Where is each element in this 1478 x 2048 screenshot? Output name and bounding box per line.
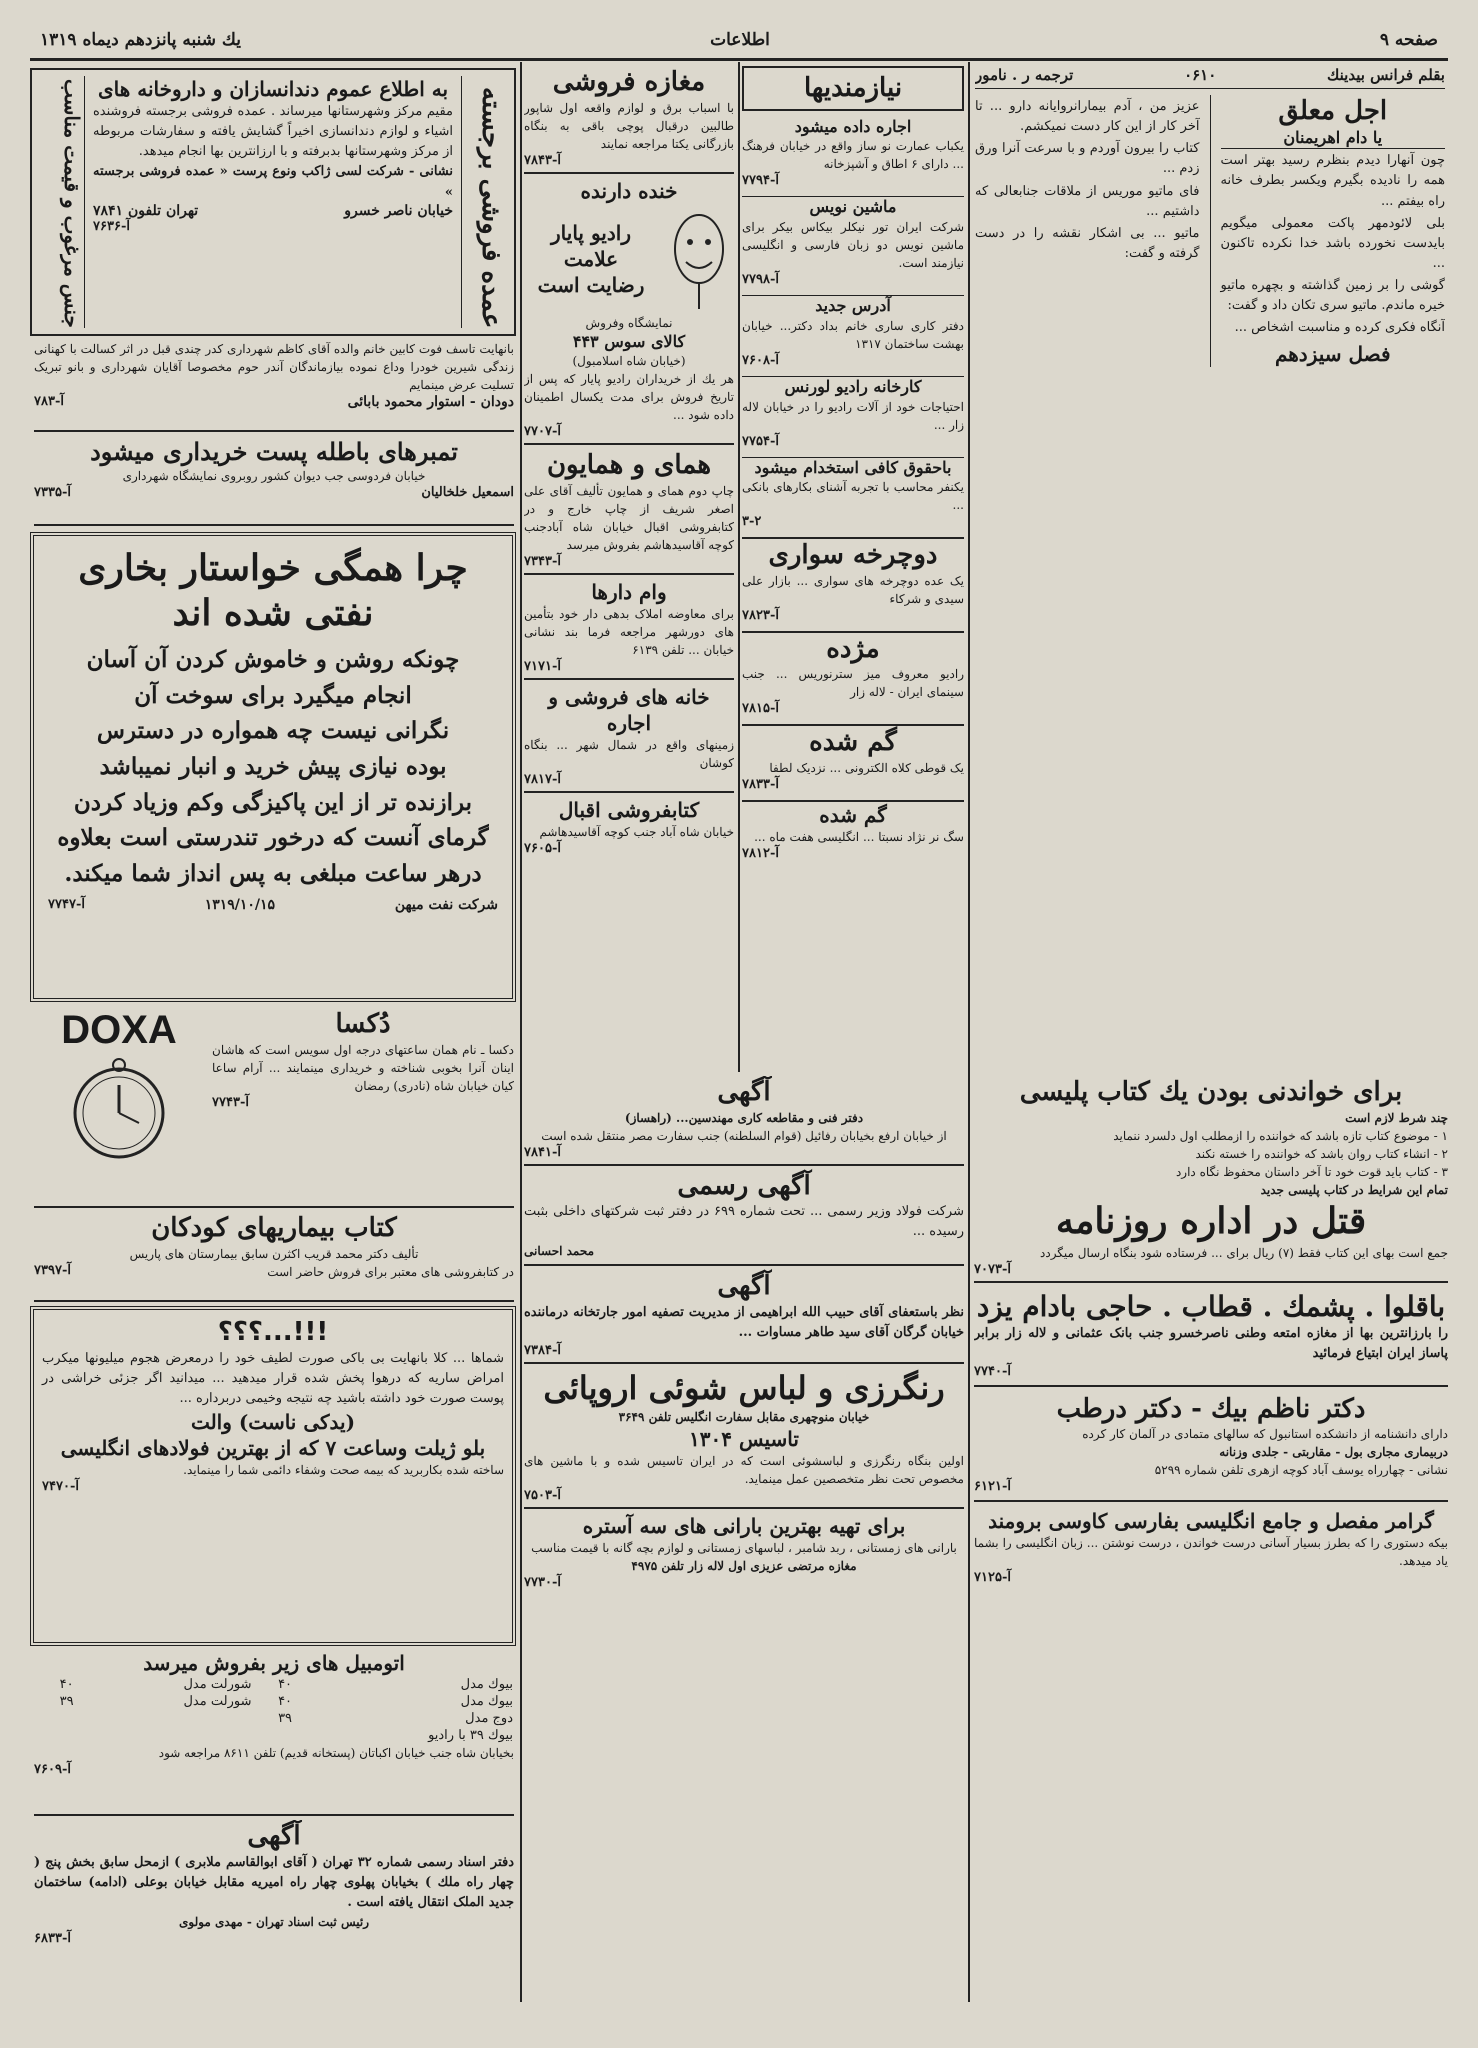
car-year: ۴۰ [59, 1677, 74, 1692]
heater-ad [30, 532, 516, 1002]
grammar-code: آ-۷۱۲۵ [974, 1570, 1011, 1586]
doxa-text: دکسا ـ نام همان ساعتهای درجه اول سویس است که هاشان اینان آنرا بخوبی شناخته و خریداری مینمایند ... آرام ساعا کیان خیابان شاه (نادری) رمضان [212, 1042, 514, 1093]
lost-dog-text: سگ نر نژاد نسبتا ... انگلیسی هفت ماه ... [754, 829, 964, 844]
police-book-title: برای خواندنی بودن یك کتاب پلیسی [1019, 1077, 1403, 1107]
bicycle-text: یک عده دوچرخه های سواری ... بازار علی سیدی و شرکاء [742, 573, 964, 606]
mojdeh-code: آ-۷۸۱۵ [742, 701, 779, 717]
dyeing-ad [524, 1364, 964, 1509]
col-rule-2 [738, 62, 740, 1072]
shop-title: مغازه فروشی [552, 67, 706, 97]
col-rule-5 [968, 1072, 970, 2002]
stamps-code: آ-۷۳۳۵ [34, 485, 71, 501]
doxa-code: آ-۷۷۴۳ [212, 1094, 249, 1110]
mojdeh-text: رادیو معروف میز سترنوریس ... جنب سینمای ایران - لاله زار [742, 667, 964, 700]
razor-brand1: بلو ژیلت وساعت ۷ که از بهترین فولادهای انگلیسی [60, 1435, 486, 1460]
radio-tagline: خنده دارنده [580, 178, 678, 203]
serial-col-right [1221, 95, 1446, 367]
cars-text: بخیابان شاه جنب خیابان اکباتان (پستخانه قدیم) تلفن ۸۶۱۱ مراجعه شود [158, 1746, 514, 1760]
lower-right-column [974, 1076, 1448, 2006]
serial-translator: ترجمه ر . نامور [975, 66, 1074, 84]
raincoat-code: آ-۷۷۳۰ [524, 1575, 561, 1591]
serial-paragraph: عزیز من ، آدم بیمارانروایانه دارو ... تا آخر کار از این کار دست نمیکشم. [975, 99, 1200, 135]
classified-item [742, 376, 964, 449]
raincoat-text: بارانی های زمستانی ، ربد شامبر ، لباسهای زمستانی و لوازم بچه گانه با قیمت مناسب [531, 1541, 957, 1556]
lost-dog-code: آ-۷۸۱۲ [742, 845, 779, 861]
official-text: شرکت فولاد وزیر رسمی ... تحت شماره ۶۹۹ در دفتر ثبت شرکتهای داخلی بثبت رسیده ... [524, 1204, 964, 1240]
serial-paragraph: گوشی را بر زمین گذاشته و بچهره ماتیو خیره ماندم. ماتیو سری تکان داد و گفت: [1220, 278, 1445, 314]
houses-code: آ-۷۸۱۷ [524, 771, 561, 787]
cars-title: اتومبیل های زیر بفروش میرسد [143, 1651, 405, 1675]
sweets-ad [974, 1283, 1448, 1387]
notary-notice [34, 1820, 514, 2010]
page-number: صفحه ۹ [1379, 30, 1438, 50]
bicycle-title: دوچرخه سواری [768, 540, 938, 571]
official-title: آگهی رسمی [677, 1170, 811, 1201]
police-book-item: ۲ - انشاء کتاب روان باشد که خواننده را خسته نکند [1195, 1146, 1448, 1161]
car-model: شورلت مدل [183, 1694, 252, 1709]
doctor-code: آ-۶۱۲۱ [974, 1479, 1011, 1495]
heater-code: آ-۷۷۴۷ [48, 897, 85, 913]
cars-table [34, 1676, 514, 1744]
doxa-title: دُکسا [335, 1009, 391, 1039]
iqbal-ad [524, 793, 734, 860]
raincoat-title: برای تهیه بهترین بارانی های سه آستره [582, 1514, 906, 1539]
classified-head: اجاره داده میشود [794, 116, 912, 136]
kids-book-code: آ-۷۳۹۷ [34, 1262, 71, 1278]
serial-chapter: فصل سیزدهم [1274, 341, 1391, 366]
notice-code: آ-۶۸۳۳ [34, 1930, 71, 1946]
page-date: یك شنبه پانزدهم دیماه ۱۳۱۹ [40, 30, 241, 50]
sweets-code: آ-۷۷۴۰ [974, 1363, 1011, 1379]
cars-ad [34, 1650, 514, 1816]
dentists-title: به اطلاع عموم دندانسازان و داروخانه های [97, 77, 449, 101]
kids-book-title: کتاب بیماریهای کودکان [151, 1213, 397, 1243]
col-rule-4 [520, 1072, 522, 2002]
lost-dog-ad [742, 800, 964, 861]
police-book-ad [974, 1076, 1448, 1283]
heater-date: ۱۳۱۹/۱۰/۱۵ [204, 897, 276, 914]
raincoat-ad [524, 1509, 964, 1594]
classified-item [742, 196, 964, 287]
official-notice [524, 1166, 964, 1267]
car-model: شورلت مدل [183, 1677, 252, 1692]
radio-line1: علامت [563, 246, 619, 271]
doctor-title: دکتر ناظم بیك - دکتر درطب [1056, 1393, 1366, 1424]
dyeing-title: رنگرزی و لباس شوئی اروپائی [543, 1369, 945, 1408]
classified-text: یکنفر محاسب با تجربه آشنای بکارهای بانکی ... [742, 480, 964, 513]
pocket-watch-icon [59, 1053, 179, 1163]
notice-text: دفتر اسناد رسمی شماره ۳۲ تهران ( آقای ابوالقاسم ملابری ) ازمحل سابق بخش پنج ( چهار راه ملك ) بخیابان پهلوی چهار راه امیریه مقابل خیابان بوعلی (ادامه) ساختمان جدید الملک انتقال یافته است . [34, 1854, 514, 1910]
radio-code: آ-۷۷۰۷ [524, 424, 561, 440]
classified-code: ۳-۲ [742, 514, 762, 530]
serial-paragraph: کتاب را بیرون آوردم و با سرعت آنرا ورق زدم ... [975, 141, 1200, 177]
humayun-title: همای و همایون [546, 450, 712, 481]
raincoat-address: مغازه مرتضی عزیزی اول لاله زار تلفن ۴۹۷۵ [631, 1559, 857, 1574]
dentists-address: نشانی - شرکت لسی ژاکب ونوع پرست « عمده فروشی برجسته » [93, 164, 453, 200]
police-book-code: آ-۷۰۷۳ [974, 1261, 1011, 1277]
lower-middle-column [524, 1076, 964, 2006]
heater-title2: نفتی شده اند [172, 592, 374, 634]
classified-code: آ-۷۷۵۴ [742, 433, 779, 449]
doxa-ad [34, 1008, 514, 1208]
serial-col-left [975, 95, 1200, 367]
police-book-item: ۱ - موضوع کتاب تازه باشد که خواننده را ازمطلب اول دلسرد ننماید [1113, 1128, 1448, 1143]
car-year: ۴۰ [278, 1694, 293, 1709]
lost-ad [742, 724, 964, 792]
car-model: دوج مدل [465, 1711, 513, 1726]
bicycle-code: آ-۷۸۲۳ [742, 607, 779, 623]
police-book-title2: قتل در اداره روزنامه [1055, 1199, 1367, 1242]
classified-code: آ-۷۶۰۸ [742, 352, 779, 368]
heater-line: انجام میگیرد برای سوخت آن [134, 681, 412, 709]
serial-paragraph: آنگاه فکری کرده و مناسبت اشخاص ... [1234, 320, 1445, 336]
razor-code: آ-۷۴۷۰ [42, 1478, 79, 1494]
dentists-ad [30, 68, 516, 336]
serial-number: ۰۶۱۰ [1184, 66, 1217, 84]
dentists-code: آ-۷۶۳۶ [93, 218, 130, 234]
paper-name: اطلاعات [710, 30, 770, 50]
loans-title: وام دارها [591, 579, 667, 604]
company-notice-title: آگهی [717, 1271, 771, 1302]
car-year: ۳۹ [59, 1694, 74, 1709]
radio-store: کالای سوس ۴۴۳ [572, 331, 686, 351]
stamps-title: تمبرهای باطله پست خریداری میشود [90, 437, 458, 466]
car-model: بیوك مدل [460, 1677, 513, 1692]
police-book-text: جمع است بهای این کتاب فقط (۷) ریال برای ... فرستاده شود بنگاه ارسال میگردد [1040, 1245, 1448, 1260]
grammar-title: گرامر مفصل و جامع انگلیسی بفارسی کاوسی برومند [988, 1509, 1434, 1534]
razor-text: شماها ... کلا بانهایت بی باکی صورت لطیف خود را درمعرض هجوم میلیونها میکرب امراض ساریه که درهوا پخش شده قرار میدهید ... میدانید اگر جزئی خراشی در پوست صورت خود داشته باشید چه نتیجه وخیمی دربرداره ... [42, 1350, 504, 1406]
table-row [34, 1727, 514, 1744]
condolence-ad [34, 340, 514, 432]
middle-column [524, 66, 734, 1066]
serial-author: بقلم فرانس بیدینك [1327, 66, 1445, 84]
classified-text: احتیاجات خود از آلات رادیو را در خیابان لاله زار ... [742, 399, 964, 432]
classified-head: ماشین نویس [809, 197, 897, 217]
mojdeh-title: مژده [826, 633, 880, 664]
humayun-ad [524, 445, 734, 575]
serial-paragraph: بلی لائودمهر پاکت معمولی میگویم بایدست نخورده باشد خدا نکرده تاکنون ... [1220, 215, 1445, 271]
engineers-ad [524, 1076, 964, 1166]
dyeing-code: آ-۷۵۰۳ [524, 1488, 561, 1504]
grammar-ad [974, 1502, 1448, 1591]
houses-text: زمینهای واقع در شمال شهر ... بنگاه کوشان [524, 737, 734, 770]
bicycle-ad [742, 537, 964, 623]
radio-brand: رادیو پایار [551, 220, 631, 245]
iqbal-title: کتابفروشی اقبال [558, 797, 700, 822]
classified-item [742, 457, 964, 530]
serial-story [975, 66, 1445, 1066]
doctor-text3: نشانی - چهارراه یوسف آباد کوچه ازهری تلفن شماره ۵۲۹۹ [1154, 1463, 1448, 1478]
serial-title: اجل معلق [1278, 96, 1388, 126]
sweets-title: باقلوا . پشمك . قطاب . حاجی بادام یزد [976, 1289, 1446, 1323]
kids-book-text2: در کتابفروشی های معتبر برای فروش حاضر است [267, 1264, 514, 1279]
company-notice-code: آ-۷۳۸۴ [524, 1343, 561, 1359]
classified-head: کارخانه رادیو لورنس [784, 376, 922, 396]
classified-item [742, 117, 964, 189]
classifieds-column [742, 66, 964, 1066]
heater-line: بوده نیازی پیش خرید و انبار نمیباشد [99, 752, 447, 780]
loans-text: برای معاوضه املاک بدهی دار خود بتأمین های دورشهر مراجعه فرما بند نشانی خیابان ... تلفن ۶۱۳۹ [524, 606, 734, 657]
car-year: ۳۹ [278, 1711, 293, 1726]
doxa-logo: DOXA [61, 1008, 177, 1052]
engineers-text2: از خیابان ارفع بخیابان رفائیل (قوام السلطنه) جنب سفارت مصر منتقل شده است [541, 1128, 947, 1143]
notice-title: آگهی [247, 1821, 301, 1851]
classified-text: شرکت ایران تور نیکلر بیکاس بیکر برای ماشین نویس دو زبان فارسی و انگلیسی نیازمند است. [742, 220, 964, 271]
shop-code: آ-۷۸۴۳ [524, 152, 561, 168]
radio-expo: نمایشگاه وفروش [585, 315, 673, 330]
sweets-text: را بارزانترین بها از مغازه امتعه وطنی ناصرخسرو جنب بانک عثمانی و لاله زار برابر پاساز ایران ابتیاع فرمائید [974, 1325, 1448, 1361]
stamps-ad [34, 436, 514, 526]
heater-line: درهر ساعت مبلغی به پس انداز شما میکند. [64, 859, 482, 887]
col-rule-3 [520, 62, 522, 1072]
humayun-code: آ-۷۳۴۳ [524, 553, 561, 569]
houses-ad [524, 680, 734, 793]
radio-text: هر یك از خریداران رادیو پایار که پس از تاریخ فروش برای مدت یکسال اطمینان داده شود ... [524, 372, 734, 423]
dentists-body: مقیم مرکز وشهرستانها میرساند . عمده فروشی برجسته فروشنده اشیاء و لوازم دندانسازی اخیراً گشایش یافته و سفارشات مربوطه از مرکز وشهرستانها بدبرفته و با ارزانترین بها انجام میدهد. [93, 104, 453, 160]
doctor-text2: دربیماری مجاری بول - مقاربتی - جلدی وزنانه [1219, 1445, 1448, 1460]
heater-line: برازنده تر از این پاکیزگی وکم وزیاد کردن [73, 788, 473, 816]
iqbal-text: خیابان شاه آباد جنب کوچه آقاسیدهاشم [539, 824, 734, 839]
razor-title: !!!...؟؟؟ [217, 1317, 329, 1347]
lost-text: یک قوطی کلاه الکترونی ... نزدیک لطفا [769, 760, 964, 775]
heater-company: شرکت نفت میهن [394, 897, 498, 914]
heater-line: نگرانی نیست چه همواره در دسترس [96, 717, 450, 745]
razor-text2: ساخته شده بکاربرید که بیمه صحت وشفاء دائمی شما را مینماید. [183, 1462, 504, 1477]
radio-line2: رضایت است [537, 272, 645, 297]
doctor-text: دارای دانشنامه از دانشکده استانبول که سالهای متمادی در آلمان کار کرده [1082, 1427, 1448, 1442]
police-book-item: ۳ - کتاب باید قوت خود تا آخر داستان محفوظ نگاه دارد [1175, 1164, 1448, 1179]
car-year: ۴۰ [278, 1677, 293, 1692]
engineers-text: دفتر فنی و مقاطعه کاری مهندسین... (راهساز) [624, 1110, 864, 1125]
classified-item [742, 295, 964, 368]
grammar-text: بیکه دستوری را که بطرز بسیار آسانی درست خواندن ، درست نوشتن ... زبان انگلیسی را بشما یاد میدهد. [974, 1536, 1448, 1569]
dyeing-est: تاسیس ۱۳۰۴ [689, 1427, 799, 1452]
classified-code: آ-۷۷۹۴ [742, 173, 779, 189]
dentists-phone: تهران تلفون ۷۸۴۱ [93, 202, 199, 219]
dyeing-text: اولین بنگاه رنگرزی و لباسشوئی است که در ایران تاسیس شده و با ماشین های مخصوص تحت نظر متخصصین عمل مینماید. [524, 1454, 964, 1487]
condolence-signer: دودان - استوار محمود بابائی [347, 394, 514, 410]
dentists-side-left: جنس مرغوب و قیمت مناسب [60, 79, 84, 328]
company-notice-text: نظر باستعفای آقای حبیب الله ابراهیمی از مدیریت تصفیه امور جارتخانه درماننده خیابان گرگان آقای سید طاهر مساوات ... [524, 1304, 964, 1340]
engineers-code: آ-۷۸۴۱ [524, 1144, 561, 1160]
dentists-side-right: عمده فروشی برجسته [476, 86, 506, 328]
shop-ad [524, 66, 734, 174]
classified-code: آ-۷۷۹۸ [742, 272, 779, 288]
houses-title: خانه های فروشی و اجاره [548, 684, 710, 735]
classified-head: باحقوق کافی استخدام میشود [754, 457, 952, 477]
doctor-ad [974, 1387, 1448, 1503]
lost-code: آ-۷۸۳۳ [742, 776, 779, 792]
table-row [34, 1693, 514, 1710]
company-notice [524, 1266, 964, 1364]
shop-text: با اسباب برق و لوازم واقعه اول شاپور طالبین درقبال پوچی باقی به بنگاه بازرگانی یکتا مراجعه نمایند [524, 100, 734, 151]
cars-code: آ-۷۶۰۹ [34, 1762, 71, 1777]
kids-book-ad [34, 1212, 514, 1302]
serial-paragraph: ماتیو ... بی اشکار نقشه را در دست گرفته و گفت: [975, 225, 1200, 261]
classified-head: آدرس جدید [815, 296, 891, 316]
radio-ad [524, 174, 734, 446]
iqbal-code: آ-۷۶۰۵ [524, 840, 561, 856]
loans-code: آ-۷۱۷۱ [524, 658, 561, 674]
table-row [34, 1710, 514, 1727]
condolence-code: آ-۷۸۳ [34, 394, 64, 409]
heater-line: چونکه روشن و خاموش کردن آن آسان [86, 646, 460, 673]
lost-dog-title: گم شده [819, 802, 887, 827]
razor-ad [30, 1306, 516, 1646]
loans-ad [524, 575, 734, 680]
radio-street: (خیابان شاه اسلامبول) [572, 354, 686, 369]
heater-line: گرمای آنست که درخور تندرستی است بعلاوه [57, 824, 489, 852]
serial-paragraph: فای ماتیو موریس از ملاقات جنابعالی که داشتیم ... [975, 183, 1200, 219]
humayun-text: چاپ دوم همای و همایون تألیف آقای علی اصغر شریف از چاپ خارج و در کتابفروشی اقبال خیابان شاه آبادجنب کوچه آقاسیدهاشم بفروش میرسد [524, 483, 734, 552]
lost-title: گم شده [809, 727, 897, 758]
car-model: بیوك مدل [460, 1694, 513, 1709]
razor-brand2: (یدکی ناست) والت [190, 1409, 356, 1434]
car-model: بیوك ۳۹ با رادیو [428, 1728, 513, 1743]
engineers-title: آگهی [717, 1077, 771, 1107]
condolence-text: بانهایت تاسف فوت کابین خانم والده آقای کاظم شهرداری کدر چندی قبل در اثر کسالت با کهنانی زندگی شیرین خودرا وداع نموده بیازماندگان آندر حوم مخصوصا آقایان شهرداری و بانو تبریک تسلیت عرض مینمایم [34, 342, 514, 392]
classified-text: یکباب عمارت نو ساز واقع در خیابان فرهنگ ... دارای ۶ اطاق و آشپزخانه [742, 139, 964, 172]
kids-book-text: تألیف دکتر محمد قریب اکثرن سابق بیمارستان های پاریس [129, 1246, 419, 1261]
radio-face-icon [664, 204, 734, 314]
stamps-text: خیابان فردوسی جب دیوان کشور روبروی نمایشگاه شهرداری [122, 469, 426, 484]
classifieds-title: نیازمندیها [742, 66, 964, 111]
dyeing-sub: خیابان منوچهری مقابل سفارت انگلیس تلفن ۳۶۴۹ [618, 1410, 870, 1425]
table-row [34, 1676, 514, 1693]
heater-title1: چرا همگی خواستار بخاری [78, 547, 468, 589]
official-signer: محمد احسانی [524, 1244, 595, 1259]
header-rule [30, 58, 1448, 61]
notice-signer: رئیس ثبت اسناد تهران - مهدی مولوی [178, 1914, 370, 1929]
classified-text: دفتر کاری ساری خانم بداد دکتر... خیابان بهشت ساختمان ۱۳۱۷ [742, 318, 964, 351]
dentists-street: خیابان ناصر خسرو [344, 202, 453, 219]
serial-paragraph: چون آنهارا دیدم بنظرم رسید بهتر است همه را نادیده بگیرم ویکسر بطرف خانه راه بیفتم ... [1220, 153, 1445, 209]
police-book-cond: چند شرط لازم است [1345, 1110, 1448, 1125]
serial-subtitle: یا دام اهریمنان [1221, 128, 1446, 150]
police-book-all: تمام این شرایط در کتاب پلیسی جدید [1260, 1182, 1448, 1197]
stamps-name: اسمعیل خلخالیان [421, 485, 514, 501]
mojdeh-ad [742, 631, 964, 717]
